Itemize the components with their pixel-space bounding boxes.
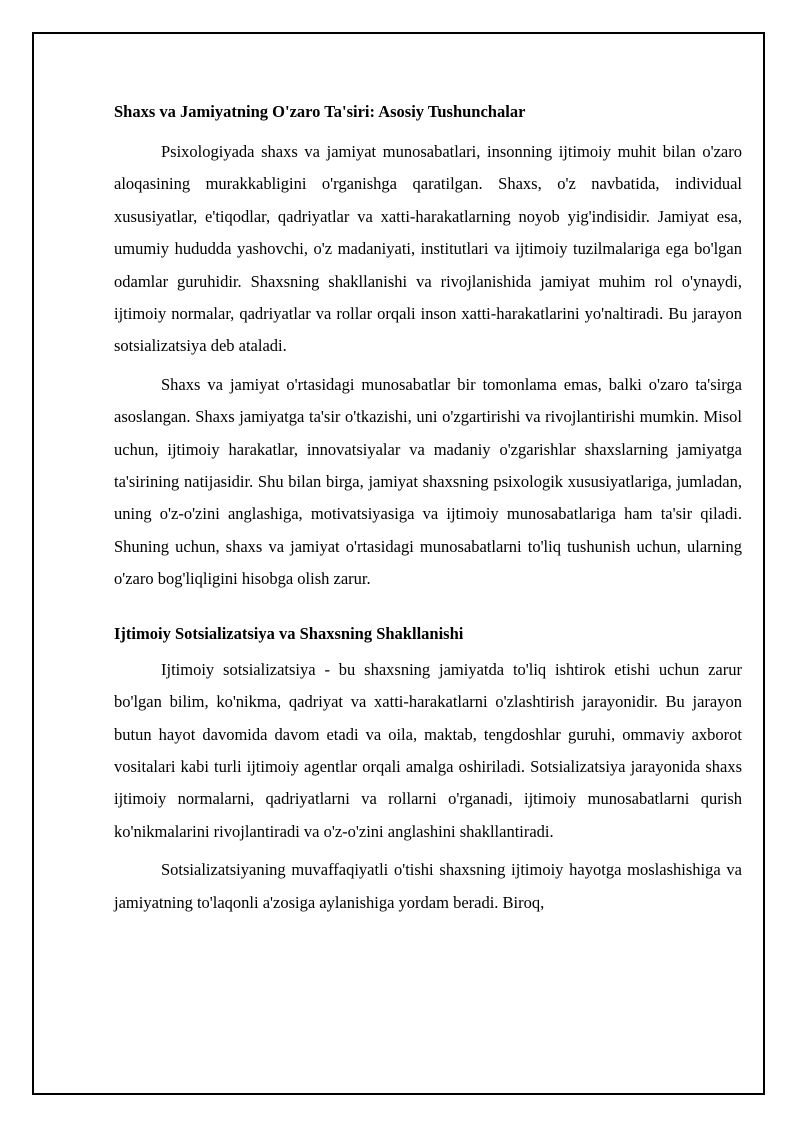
- section-heading: Shaxs va Jamiyatning O'zaro Ta'siri: Asosiy Tushunchalar: [114, 102, 526, 121]
- paragraph: Sotsializatsiyaning muvaffaqiyatli o'tishi shaxsning ijtimoiy hayotga moslashishiga va jamiyatning to'laqonli a'zosiga aylanishiga yordam beradi. Biroq,: [114, 860, 742, 912]
- section-heading: Ijtimoiy Sotsializatsiya va Shaxsning Shakllanishi: [114, 623, 464, 643]
- paragraph: Psixologiyada shaxs va jamiyat munosabatlari, insonning ijtimoiy muhit bilan o'zaro aloqasining murakkabligini o'rganishga qaratilgan. Shaxs, o'z navbatida, individual xususiyatlar, e'tiqodlar, qadriyatlar va xatti-harakatlarning noyob yig'indisidir. Jamiyat esa, umumiy hududda yashovchi, o'z madaniyati, institutlari va ijtimoiy tuzilmalariga ega bo'lgan odamlar guruhidir. Shaxsning shakllanishi va rivojlanishida jamiyat muhim rol o'ynaydi, ijtimoiy normalar, qadriyatlar va rollar orqali inson xatti-harakatlarini yo'naltiradi. Bu jarayon sotsializatsiya deb ataladi.: [114, 142, 742, 356]
- paragraph: Shaxs va jamiyat o'rtasidagi munosabatlar bir tomonlama emas, balki o'zaro ta'sirga asoslangan. Shaxs jamiyatga ta'sir o'tkazishi, uni o'zgartirishi va rivojlantirishi mumkin. Misol uchun, ijtimoiy harakatlar, innovatsiyalar va madaniy o'zgarishlar shaxslarning jamiyatga ta'sirining natijasidir. Shu bilan birga, jamiyat shaxsning psixologik xususiyatlariga, jumladan, uning o'z-o'zini anglashiga, motivatsiyasiga va ijtimoiy munosabatlariga ham ta'sir qiladi. Shuning uchun, shaxs va jamiyat o'rtasidagi munosabatlarni to'liq tushunish uchun, ularning o'zaro bog'liqligini hisobga olish zarur.: [114, 374, 742, 589]
- document-body: [114, 98, 742, 919]
- paragraph: Ijtimoiy sotsializatsiya - bu shaxsning jamiyatda to'liq ishtirok etishi uchun zarur bo'lgan bilim, ko'nikma, qadriyat va xatti-harakatlarni o'zlashtirish jarayonidir. Bu jarayon butun hayot davomida davom etadi va oila, maktab, tengdoshlar guruhi, ommaviy axborot vositalari kabi turli ijtimoiy agentlar orqali amalga oshiriladi. Sotsializatsiya jarayonida shaxs ijtimoiy normalarni, qadriyatlarni va rollarni o'rganadi, ijtimoiy munosabatlarni qurish ko'nikmalarini rivojlantiradi va o'z-o'zini anglashini shakllantiradi.: [114, 659, 742, 841]
